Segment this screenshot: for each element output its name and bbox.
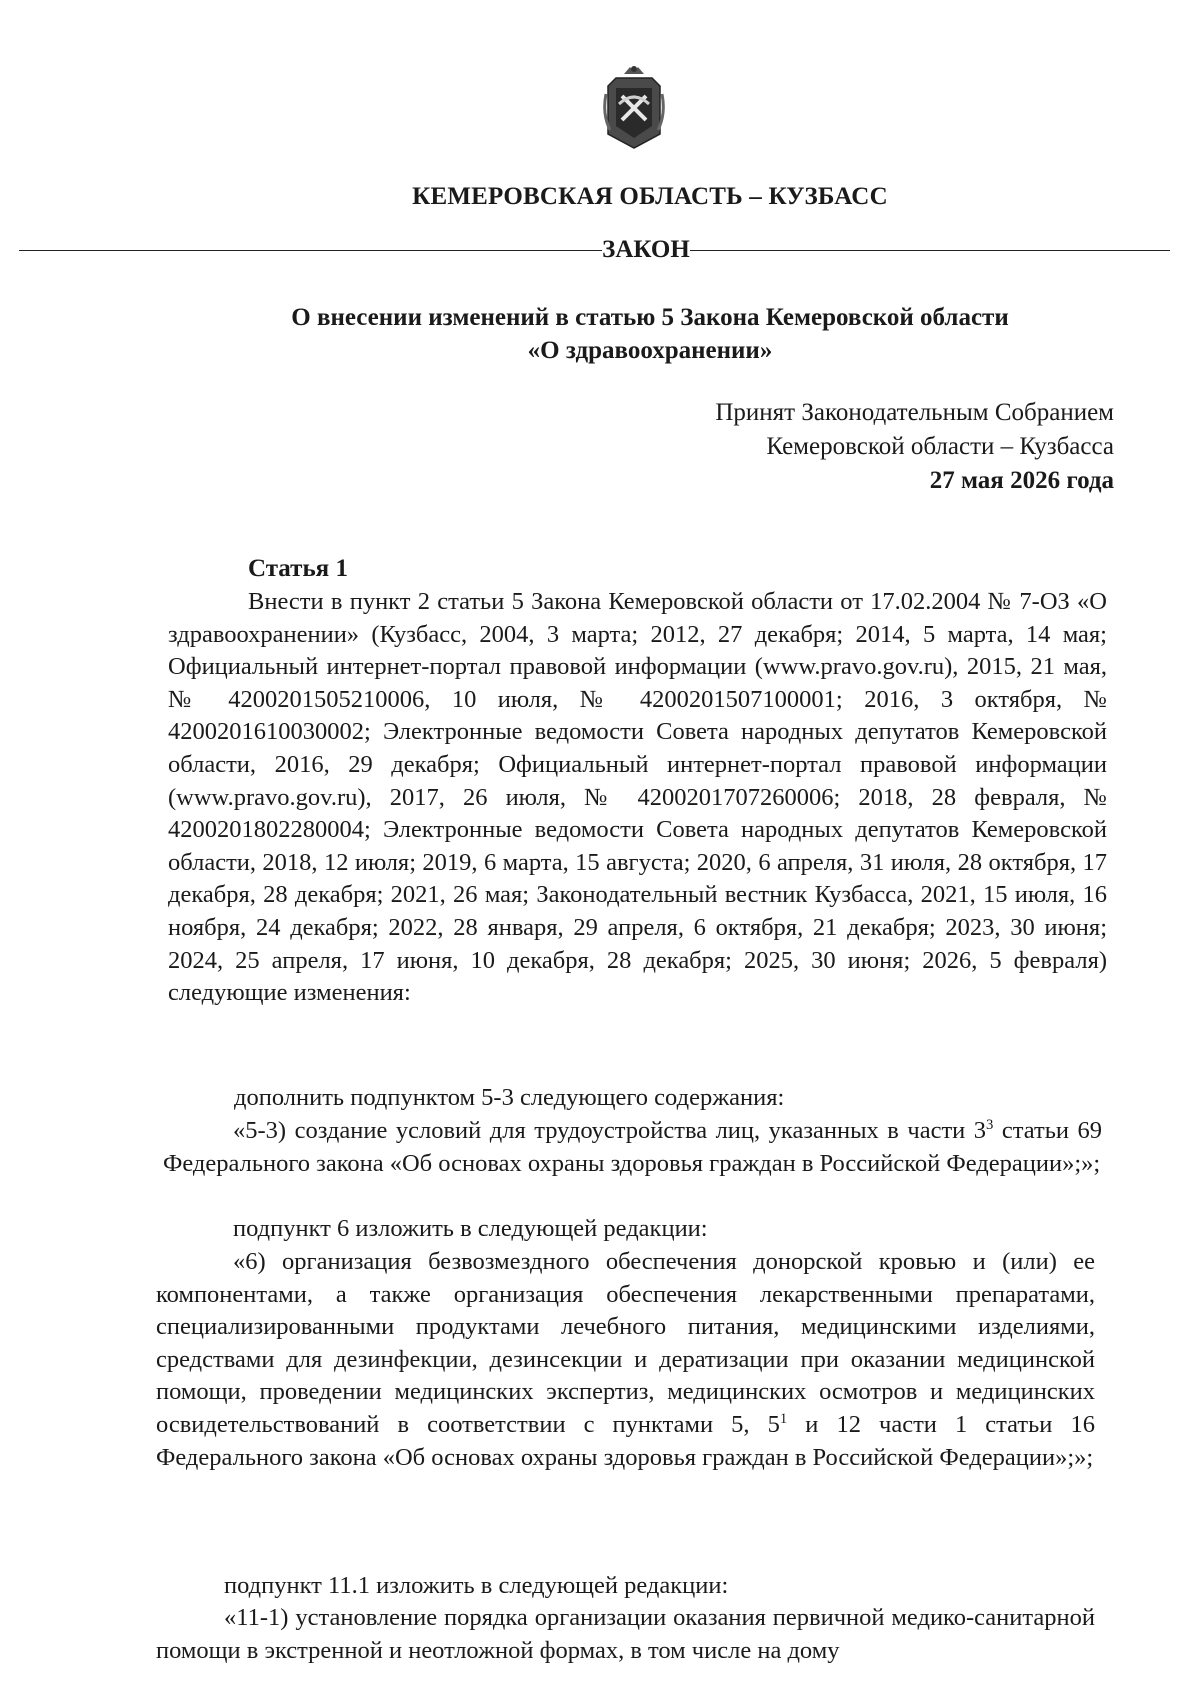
law-title-line-2: «О здравоохранении» bbox=[527, 337, 773, 364]
article-heading: Статья 1 bbox=[248, 555, 348, 582]
amendment-instruction-1: дополнить подпунктом 5-3 следующего содержания: bbox=[234, 1084, 785, 1111]
quote-1-part-a: «5-3) создание условий для трудоустройства лиц, указанных в части 3 bbox=[233, 1117, 987, 1144]
coat-of-arms-emblem bbox=[602, 64, 666, 150]
adoption-line-2: Кемеровской области – Кузбасса bbox=[766, 433, 1114, 460]
law-title-line-1: О внесении изменений в статью 5 Закона Кемеровской области bbox=[291, 304, 1009, 331]
quote-2-part-b: и 12 части 1 статьи 16 Федерального закона «Об основах охраны здоровья граждан в Российской Федерации»;»; bbox=[156, 1410, 1095, 1471]
quote-2-part-a: «6) организация безвозмездного обеспечения донорской кровью и (или) ее компонентами, а также организация обеспечения лекарственными препаратами, специализированными продуктами лечебного питания, медицинскими изделиями, средствами для дезинфекции, дезинсекции и дератизации при оказании медицинской помощи, проведении медицинских экспертиз, медицинских осмотров и медицинских освидетельствований в соответствии с пунктами 5, 5 bbox=[156, 1248, 1095, 1438]
quote-1-part-b: статьи 69 Федерального закона «Об основах охраны здоровья граждан в Российской Федерации»;»; bbox=[163, 1117, 1102, 1177]
adoption-block bbox=[715, 396, 1114, 498]
law-title bbox=[220, 301, 1080, 367]
region-name: КЕМЕРОВСКАЯ ОБЛАСТЬ – КУЗБАСС bbox=[412, 183, 888, 210]
adoption-line-1: Принят Законодательным Собранием bbox=[715, 399, 1114, 426]
amendment-instruction-2: подпункт 6 изложить в следующей редакции: bbox=[233, 1215, 708, 1242]
quote-2-superscript: 1 bbox=[779, 1410, 788, 1427]
amendment-quote-1 bbox=[163, 1115, 1102, 1180]
adoption-date: 27 мая 2026 года bbox=[929, 467, 1114, 494]
amendment-quote-2 bbox=[156, 1246, 1095, 1474]
article-intro-paragraph: Внести в пункт 2 статьи 5 Закона Кемеровской области от 17.02.2004 № 7-ОЗ «О здравоохранении» (Кузбасс, 2004, 3 марта; 2012, 27 декабря; 2014, 5 марта, 14 мая; Официальный интернет-портал правовой информации (www.pravo.gov.ru), 2015, 21 мая, № 4200201505210006, 10 июля, № 4200201507100001; 2016, 3 октября, № 4200201610030002; Электронные ведомости Совета народных депутатов Кемеровской области, 2016, 29 декабря; Официальный интернет-портал правовой информации (www.pravo.gov.ru), 2017, 26 июля, № 4200201707260006; 2018, 28 февраля, № 4200201802280004; Электронные ведомости Совета народных депутатов Кемеровской области, 2018, 12 июля; 2019, 6 марта, 15 августа; 2020, 6 апреля, 31 июля, 28 октября, 17 декабря, 28 декабря; 2021, 26 мая; Законодательный вестник Кузбасса, 2021, 15 июля, 16 ноября, 24 декабря; 2022, 28 января, 29 апреля, 6 октября, 21 декабря; 2023, 30 июня; 2024, 25 апреля, 17 июня, 10 декабря, 28 декабря; 2025, 30 июня; 2026, 5 февраля) следующие изменения: bbox=[168, 588, 1107, 1007]
document-type: ЗАКОН bbox=[602, 236, 690, 263]
quote-1-superscript: 3 bbox=[986, 1116, 994, 1133]
amendment-instruction-3: подпункт 11.1 изложить в следующей редакции: bbox=[224, 1572, 729, 1599]
header-rule-right bbox=[690, 250, 1170, 251]
amendment-quote-3: «11-1) установление порядка организации оказания первичной медико-санитарной помощи в экстренной и неотложной формах, в том числе на дому bbox=[156, 1604, 1095, 1664]
header-rule-left bbox=[19, 250, 602, 251]
